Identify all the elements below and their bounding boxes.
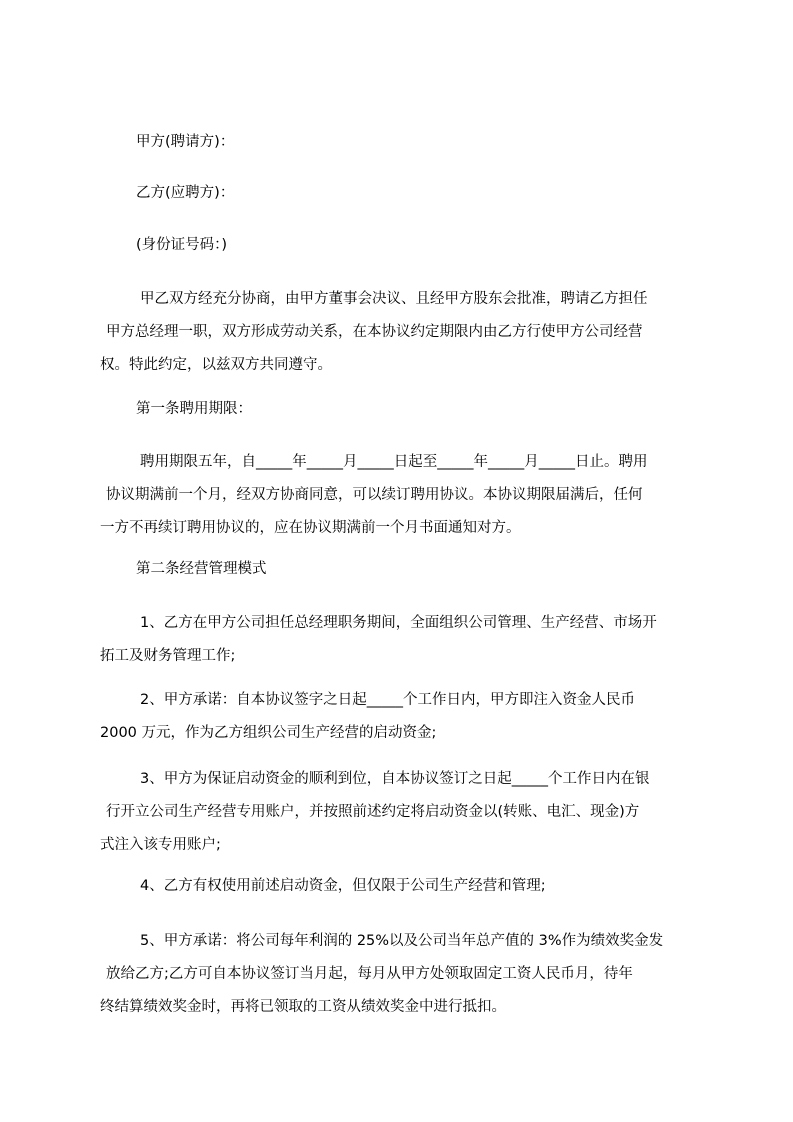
- article1-line: 聘用期限五年，自_____年_____月_____日起至_____年_____月_____日止。聘用: [140, 454, 648, 470]
- article1-line: 协议期满前一个月，经双方协商同意，可以续订聘用协议。本协议期限届满后，任何: [106, 487, 643, 503]
- intro-line: 甲方总经理一职，双方形成劳动关系，在本协议约定期限内由乙方行使甲方公司经营: [106, 324, 643, 340]
- article1-title: 第一条聘用期限：: [136, 401, 252, 417]
- intro-paragraph: [100, 283, 720, 382]
- clause4-paragraph: [100, 870, 720, 903]
- clause2-line: 2000 万元，作为乙方组织公司生产经营的启动资金;: [100, 725, 437, 741]
- party-b-line: [100, 177, 720, 210]
- clause5-line: 终结算绩效奖金时，再将已领取的工资从绩效奖金中进行抵扣。: [100, 999, 506, 1015]
- clause2-line: 2、甲方承诺：自本协议签字之日起_____个工作日内，甲方即注入资金人民币: [140, 692, 635, 708]
- clause1-paragraph: [100, 607, 720, 673]
- article1-line: 一方不再续订聘用协议的，应在协议期满前一个月书面通知对方。: [100, 520, 521, 536]
- id-number-label: (身份证号码：): [136, 237, 228, 253]
- clause4-line: 4、乙方有权使用前述启动资金，但仅限于公司生产经营和管理;: [140, 878, 546, 894]
- id-number-line: [100, 229, 720, 262]
- clause1-line: 拓工及财务管理工作;: [100, 648, 236, 664]
- clause3-paragraph: [100, 763, 720, 862]
- clause3-line: 式注入该专用账户;: [100, 837, 221, 853]
- article2-title: 第二条经营管理模式: [136, 561, 267, 577]
- article2-title-line: [100, 553, 720, 586]
- clause5-line: 放给乙方;乙方可自本协议签订当月起，每月从甲方处领取固定工资人民币月，待年: [106, 966, 633, 982]
- clause5-line: 5、甲方承诺：将公司每年利润的 25%以及公司当年总产值的 3%作为绩效奖金发: [140, 933, 664, 949]
- article1-paragraph: [100, 446, 720, 545]
- article1-title-line: [100, 393, 720, 426]
- clause3-line: 行开立公司生产经营专用账户，并按照前述约定将启动资金以(转账、电汇、现金)方: [106, 804, 640, 820]
- clause5-paragraph: [100, 925, 720, 1024]
- intro-line: 甲乙双方经充分协商，由甲方董事会决议、且经甲方股东会批准，聘请乙方担任: [140, 291, 648, 307]
- party-a-line: [100, 126, 720, 159]
- clause1-line: 1、乙方在甲方公司担任总经理职务期间，全面组织公司管理、生产经营、市场开: [140, 615, 657, 631]
- clause2-paragraph: [100, 684, 720, 750]
- party-a-label: 甲方(聘请方)：: [136, 134, 235, 150]
- intro-line: 权。特此约定，以兹双方共同遵守。: [100, 357, 332, 373]
- clause3-line: 3、甲方为保证启动资金的顺利到位，自本协议签订之日起_____个工作日内在银: [140, 771, 650, 787]
- party-b-label: 乙方(应聘方)：: [136, 185, 235, 201]
